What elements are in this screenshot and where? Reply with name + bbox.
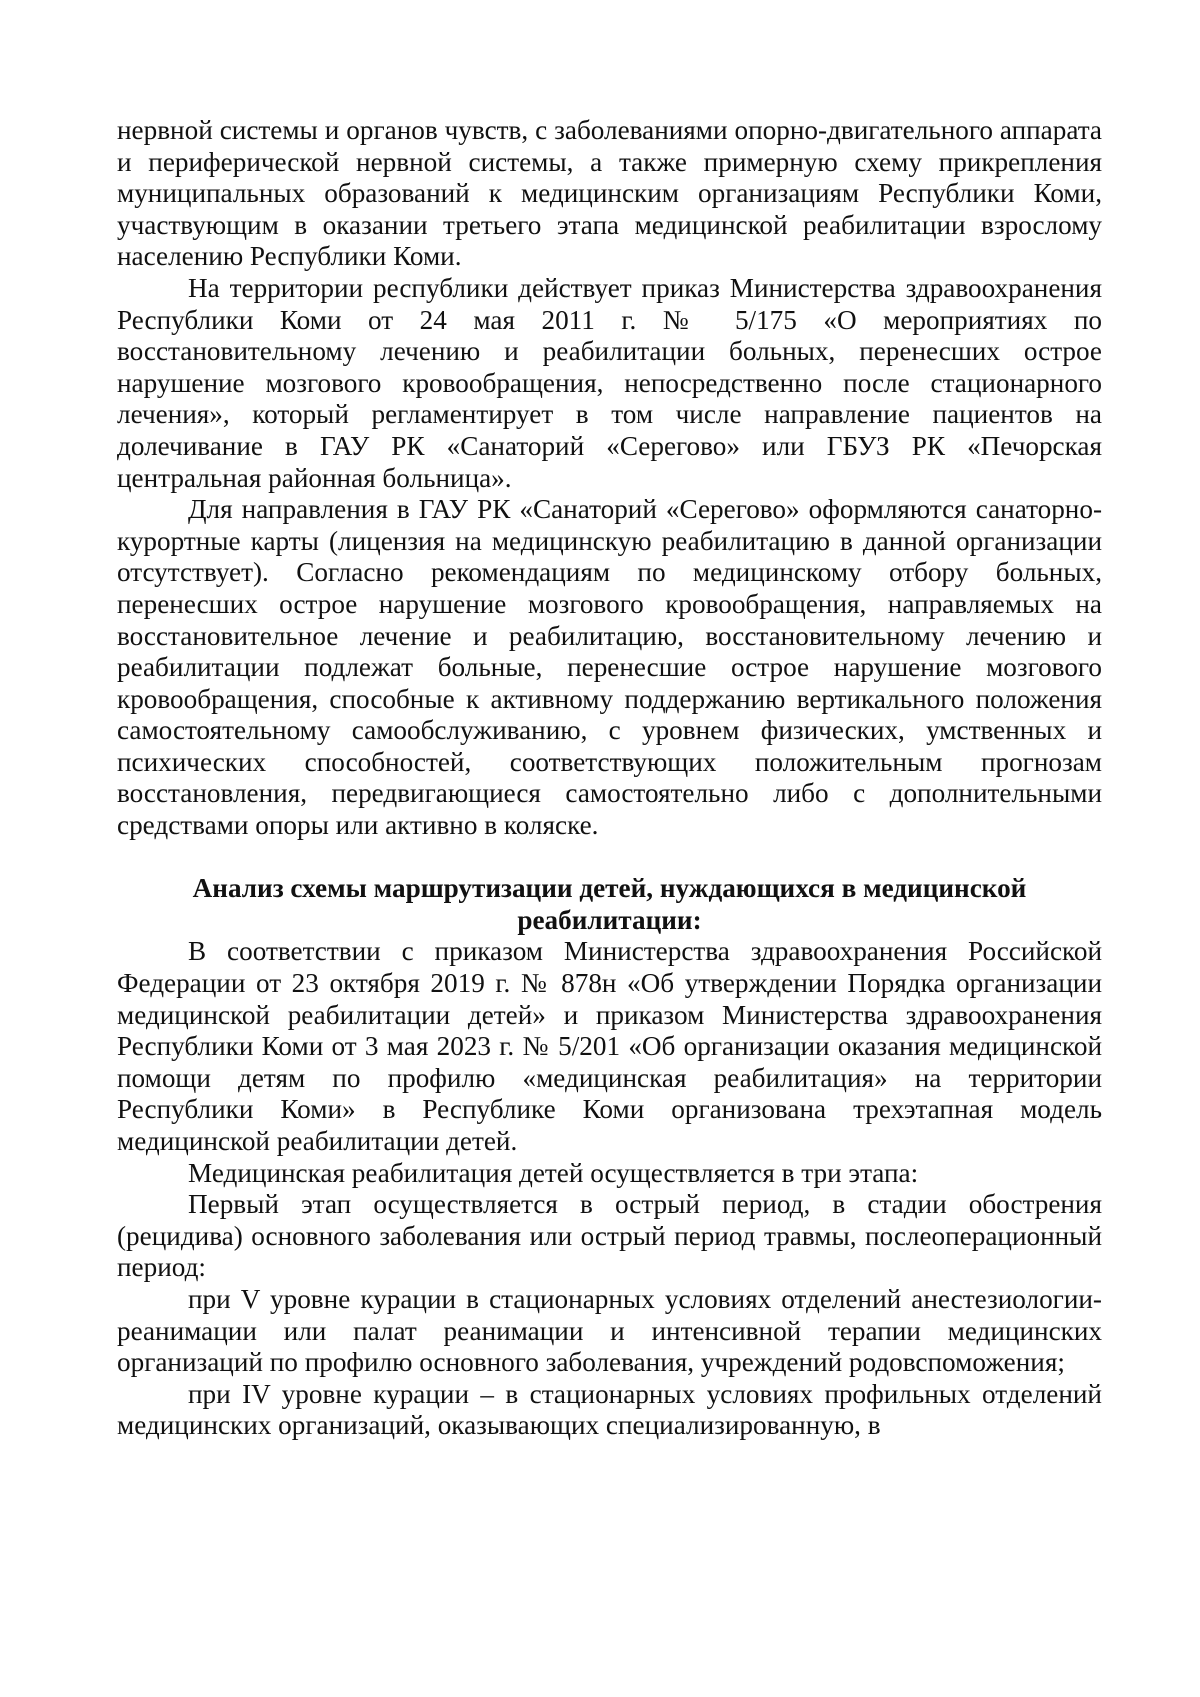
section-heading: Анализ схемы маршрутизации детей, нуждающихся в медицинской реабилитации:: [192, 873, 1027, 935]
paragraph-order-2011: На территории республики действует приказ Министерства здравоохранения Республики Коми от 24 мая 2011 г. № 5/175 «О мероприятиях по восстановительному лечению и реабилитации больных, перенесших острое нарушение мозгового кровообращения, непосредственно после стационарного лечения», который регламентирует в том числе направление пациентов на долечивание в ГАУ РК «Санаторий «Серегово» или ГБУЗ РК «Печорская центральная районная больница».: [117, 272, 1102, 493]
paragraph-level-v: при V уровне курации в стационарных условиях отделений анестезиологии-реанимации или палат реанимации и интенсивной терапии медицинских организаций по профилю основного заболевания, учреждений родовспоможения;: [117, 1283, 1102, 1378]
paragraph-order-878n: В соответствии с приказом Министерства здравоохранения Российской Федерации от 23 октября 2019 г. № 878н «Об утверждении Порядка организации медицинской реабилитации детей» и приказом Министерства здравоохранения Республики Коми от 3 мая 2023 г. № 5/201 «Об организации оказания медицинской помощи детям по профилю «медицинская реабилитация» на территории Республики Коми» в Республике Коми организована трехэтапная модель медицинской реабилитации детей.: [117, 936, 1102, 1156]
paragraph-level-iv: при IV уровне курации – в стационарных условиях профильных отделений медицинских организаций, оказывающих специализированную, в: [117, 1378, 1102, 1441]
paragraph-first-stage: Первый этап осуществляется в острый период, в стадии обострения (рецидива) основного заболевания или острый период травмы, послеоперационный период:: [117, 1189, 1102, 1283]
paragraph-three-stages: Медицинская реабилитация детей осуществляется в три этапа:: [188, 1157, 919, 1188]
paragraph-sanatorium-referral: Для направления в ГАУ РК «Санаторий «Серегово» оформляются санаторно-курортные карты (лицензия на медицинскую реабилитацию в данной организации отсутствует). Согласно рекомендациям по медицинскому отбору больных, перенесших острое нарушение мозгового кровообращения, направляемых на восстановительное лечение и реабилитацию, восстановительному лечению и реабилитации подлежат больные, перенесшие острое нарушение мозгового кровообращения, способные к активному поддержанию вертикального положения самостоятельному самообслуживанию, с уровнем физических, умственных и психических способностей, соответствующих положительным прогнозам восстановления, передвигающиеся самостоятельно либо с дополнительными средствами опоры или активно в коляске.: [117, 494, 1102, 841]
paragraph-continuation: нервной системы и органов чувств, с заболеваниями опорно-двигательного аппарата и периферической нервной системы, а также примерную схему прикрепления муниципальных образований к медицинским организациям Республики Коми, участвующим в оказании третьего этапа медицинской реабилитации взрослому населению Республики Коми.: [117, 115, 1102, 272]
